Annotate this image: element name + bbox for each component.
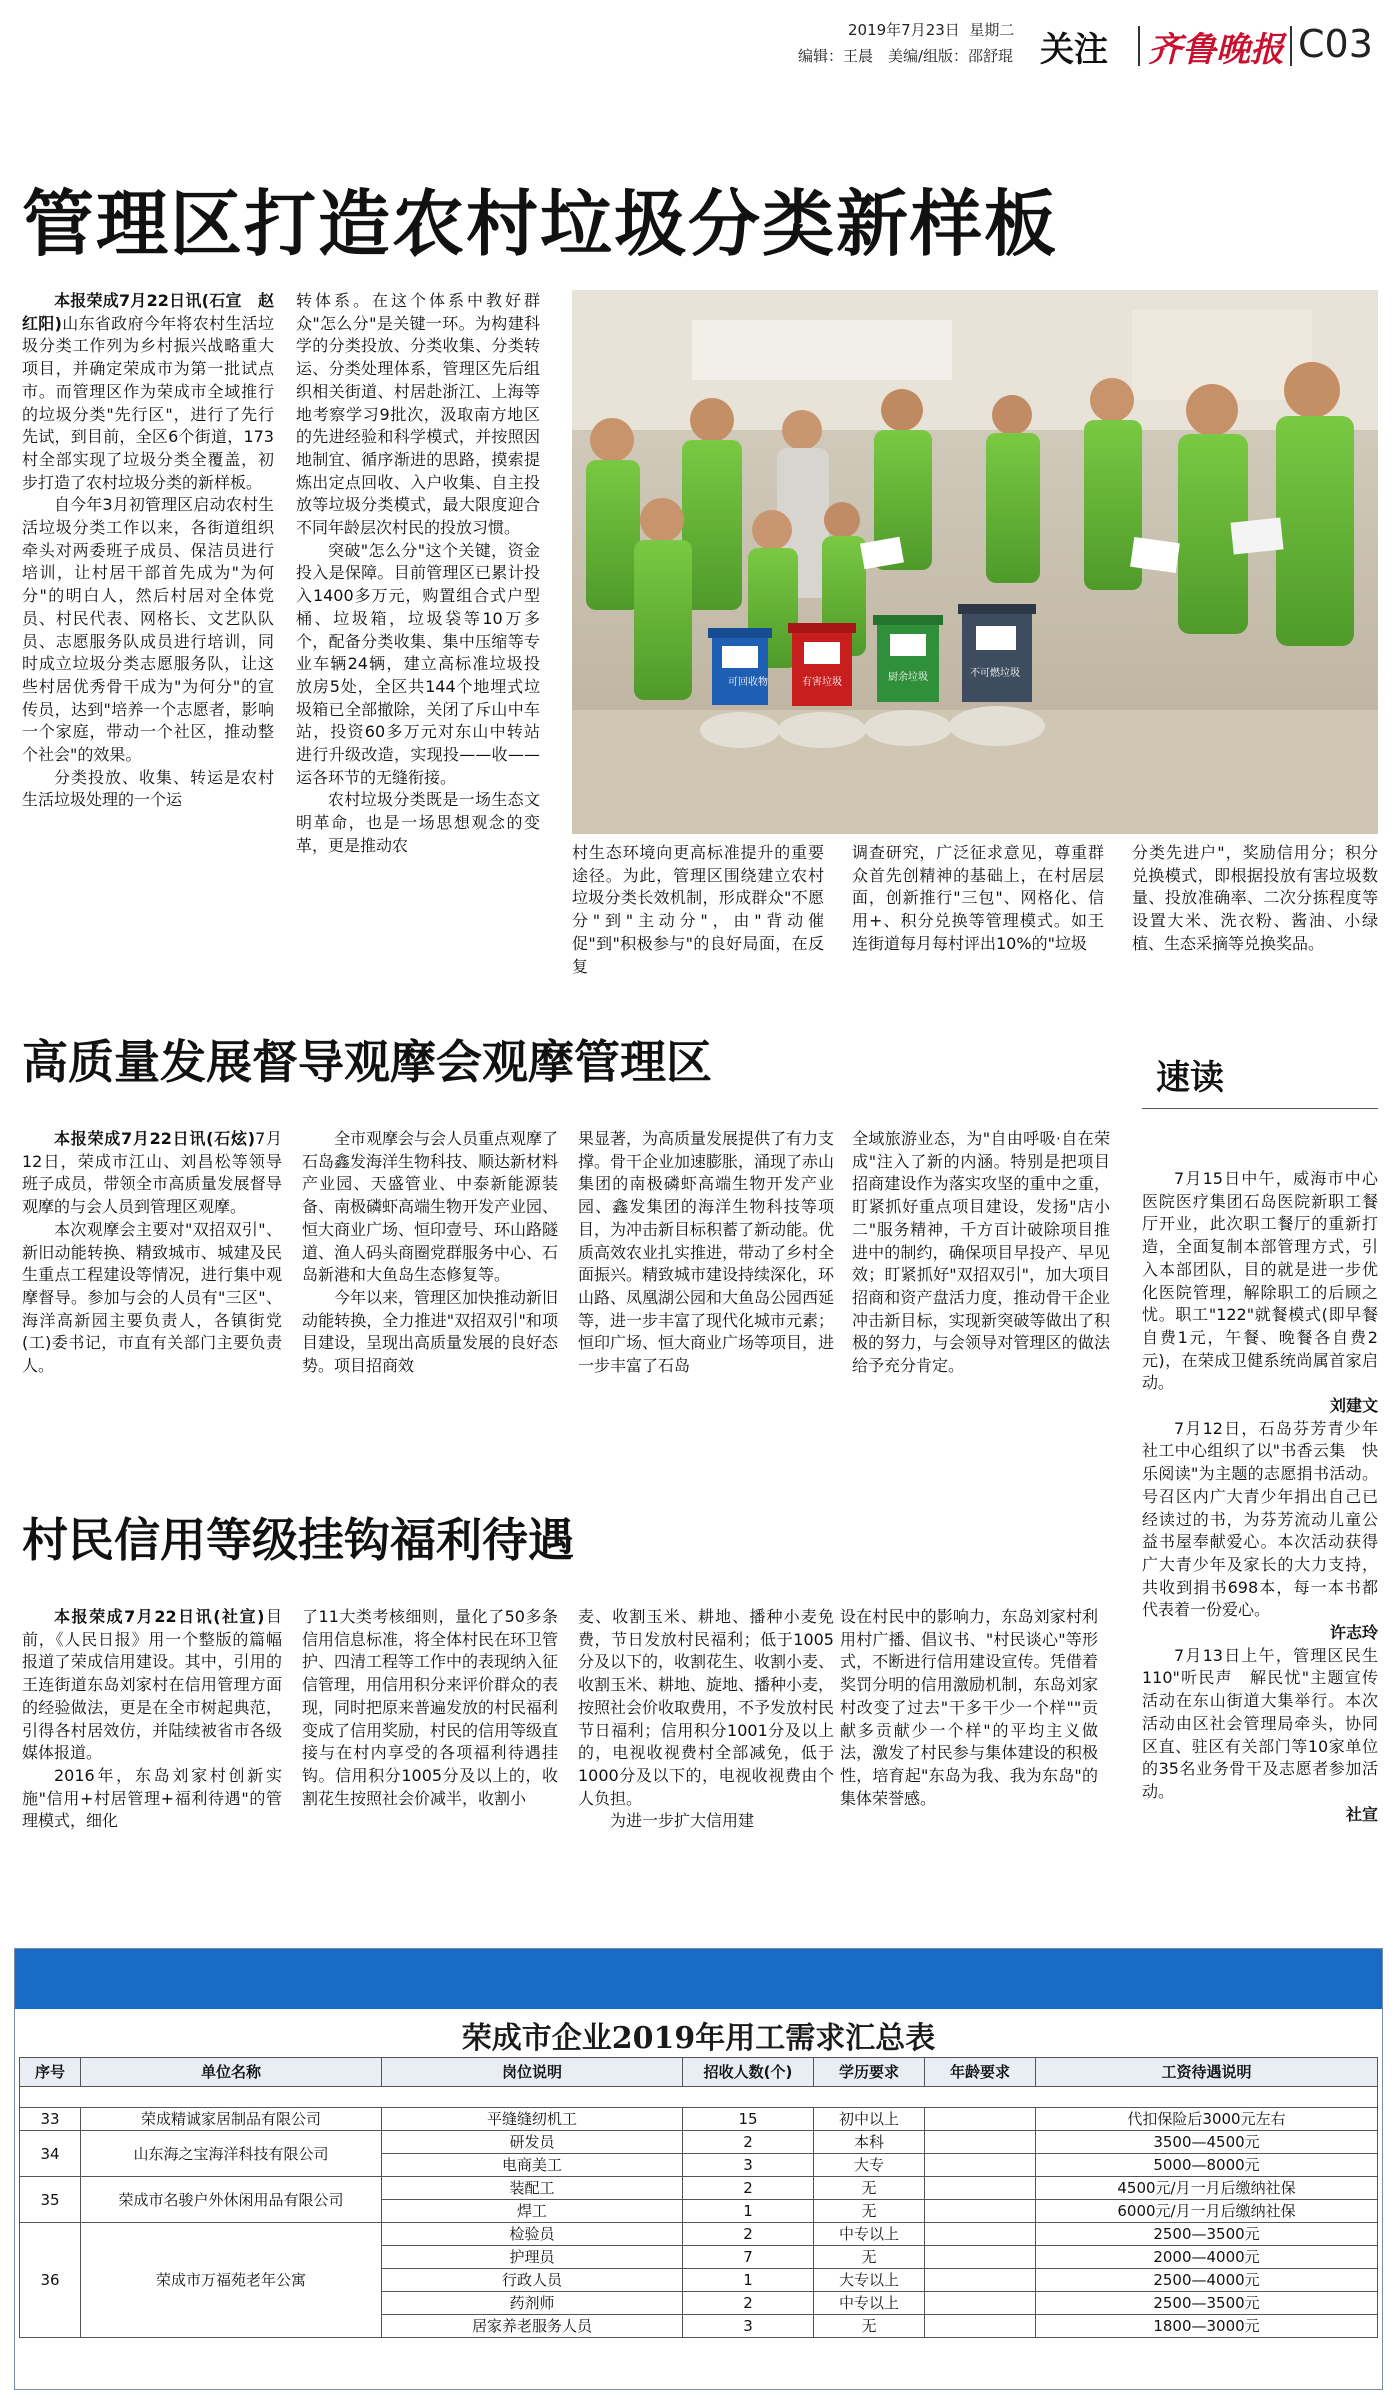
cell-pay: 1800—3000元 [1036, 2315, 1378, 2338]
cell-education: 无 [814, 2200, 925, 2223]
brief-author: 社宣 [1345, 1804, 1378, 1824]
article3-column-1: 本报荣成7月22日讯(社宣)目前，《人民日报》用一个整版的篇幅报道了荣成信用建设。其中，引用的王连街道东岛刘家村在信用管理方面的经验做法，更是在全市树起典范，引得各村居效仿，并陆续被省市各级媒体报道。 2016年，东岛刘家村创新实施"信用+村居管理+福利待遇"的管理模式，细化 [22, 1606, 282, 1931]
cell-count: 2 [683, 2223, 814, 2246]
article2-paragraph: 全市观摩会与会人员重点观摩了石岛鑫发海洋生物科技、顺达新材料产业园、天盛管业、中泰新能源装备、南极磷虾高端生物开发产业园、恒大商业广场、恒印壹号、环山路隧道、渔人码头商圈党群服务中心、石岛新港和大鱼岛生态修复等。 [302, 1129, 558, 1285]
briefs-divider [1142, 1108, 1378, 1109]
cell-age [925, 2200, 1036, 2223]
cell-count: 1 [683, 2269, 814, 2292]
brief-item: 7月15日中午，威海市中心医院医疗集团石岛医院新职工餐厅开业，此次职工餐厅的重新打造，全面复制本部管理方式，引入本部团队，目的就是进一步优化医院管理，解除职工的后顾之忧。职工"122"就餐模式(即早餐自费1元，午餐、晚餐各自费2元)，在荣成卫健系统尚属首家启动。 [1142, 1169, 1378, 1393]
article2-paragraph: 今年以来，管理区加快推动新旧动能转换，全力推进"双招双引"和项目建设，呈现出高质量发展的良好态势。项目招商效 [302, 1287, 558, 1376]
article1-photo [572, 290, 1378, 834]
col-header-age: 年龄要求 [925, 2058, 1036, 2087]
brief-author: 许志玲 [1329, 1623, 1378, 1643]
article1-paragraph: 突破"怎么分"这个关键，资金投入是保障。目前管理区已累计投入1400多万元，购置组合式户型桶、垃圾箱，垃圾袋等10万多个，配备分类收集、集中压缩等专业车辆24辆，建立高标准垃圾投放房5处，全区共144个地埋式垃圾箱已全部撤除，关闭了斥山中车站，投资60多万元对东山中转站进行升级改造，实现投——收——运各环节的无缝衔接。 [296, 540, 540, 787]
article3-paragraph: 为进一步扩大信用建 [610, 1811, 755, 1831]
article2-column-4 [852, 1128, 1110, 1473]
header-divider [1138, 26, 1140, 66]
editor-line: 编辑：王晨 美编/组版：邵舒琨 [798, 47, 1014, 65]
cell-pay: 4500元/月一月后缴纳社保 [1036, 2177, 1378, 2200]
article1-column-2 [296, 290, 540, 980]
cell-count: 1 [683, 2200, 814, 2223]
table-row [20, 2223, 1378, 2246]
cell-education: 无 [814, 2315, 925, 2338]
article1-column-5 [1132, 842, 1378, 982]
article1-paragraph: 分类先进户"，奖励信用分；积分兑换模式，即根据投放有害垃圾数量、投放准确率、二次分拣程度等设置大米、洗衣粉、酱油、小绿植、生态采摘等兑换奖品。 [1132, 843, 1378, 953]
cell-pay: 2500—3500元 [1036, 2223, 1378, 2246]
article1-dateline: 本报荣成7月22日讯(石宣 赵红阳) [22, 291, 274, 333]
cell-count: 3 [683, 2315, 814, 2338]
article3-paragraph: 设在村民中的影响力，东岛刘家村利用村广播、倡议书、"村民谈心"等形式，不断进行信用建设宣传。凭借着奖罚分明的信用激励机制，东岛刘家村改变了过去"干多干少一个样""贡献多贡献少一个样"的平均主义做法，激发了村民参与集体建设的积极性，培育起"东岛为我、我为东岛"的集体荣誉感。 [840, 1607, 1098, 1808]
col-header-count: 招收人数(个) [683, 2058, 814, 2087]
cell-age [925, 2269, 1036, 2292]
jobs-table-banner [15, 1949, 1382, 2009]
jobs-table [19, 2057, 1378, 2338]
article1-headline: 管理区打造农村垃圾分类新样板 [22, 182, 1059, 266]
weekday-text: 星期二 [969, 21, 1015, 39]
cell-education: 中专以上 [814, 2292, 925, 2315]
newspaper-logo: 齐鲁晚报 [1148, 30, 1284, 70]
cell-education: 无 [814, 2177, 925, 2200]
article2-column-3 [578, 1128, 834, 1473]
jobs-table-title: 荣成市企业2019年用工需求汇总表 [461, 2021, 936, 2056]
article3-paragraph: 2016年，东岛刘家村创新实施"信用+村居管理+福利待遇"的管理模式，细化 [22, 1765, 282, 1831]
cell-company: 荣成精诚家居制品有限公司 [81, 2108, 382, 2131]
cell-pay: 6000元/月一月后缴纳社保 [1036, 2200, 1378, 2223]
cell-education: 无 [814, 2246, 925, 2269]
bin-label-kitchen: 厨余垃圾 [888, 672, 928, 683]
header-divider [1290, 26, 1292, 66]
article3-paragraph: 了11大类考核细则，量化了50多条信用信息标准，将全体村民在环卫管护、四清工程等工作中的表现纳入征信管理，用信用积分来评价群众的表现，同时把原来普遍发放的村民福利变成了信用奖励，村民的信用等级直接与在村内享受的各项福利待遇挂钩。信用积分1005分及以上的，收割花生按照社会价减半，收割小 [302, 1607, 558, 1808]
brief-item: 7月13日上午，管理区民生110"听民声 解民忧"主题宣传活动在东山街道大集举行。本次活动由区社会管理局牵头，协同区直、驻区有关部门等10家单位的35名业务骨干及志愿者参加活动。 [1142, 1645, 1378, 1801]
cell-age [925, 2292, 1036, 2315]
article2-headline: 高质量发展督导观摩会观摩管理区 [22, 1035, 712, 1089]
cell-post: 护理员 [382, 2246, 683, 2269]
article1-paragraph: 调查研究，广泛征求意见，尊重群众首先创精神的基础上，在村居层面，创新推行"三包"、网格化、信用+、积分兑换等管理模式。如王连街道每月每村评出10%的"垃圾 [852, 843, 1104, 953]
article1-column-4 [852, 842, 1104, 982]
cell-post: 电商美工 [382, 2154, 683, 2177]
article1-paragraph: 村生态环境向更高标准提升的重要途径。为此，管理区围绕建立农村垃圾分类长效机制，形成群众"不愿分"到"主动分"，由"背动催促"到"积极参与"的良好局面，在反复 [572, 843, 824, 976]
table-row [20, 2177, 1378, 2200]
cell-post: 居家养老服务人员 [382, 2315, 683, 2338]
cell-pay: 2000—4000元 [1036, 2246, 1378, 2269]
jobs-table-header-row [20, 2058, 1378, 2087]
briefs-title: 速读 [1156, 1058, 1224, 1098]
cell-age [925, 2108, 1036, 2131]
bin-label-other: 不可燃垃圾 [970, 668, 1020, 679]
cell-no: 36 [20, 2223, 81, 2338]
cell-age [925, 2154, 1036, 2177]
article3-column-2 [302, 1606, 558, 1931]
article1-column-1: 本报荣成7月22日讯(石宣 赵红阳)山东省政府今年将农村生活垃圾分类工作列为乡村振兴战略重大项目，并确定荣成市为第一批试点市。而管理区作为荣成市全域推行的垃圾分类"先行区"，进行了先行先试，到目前，全区6个街道，173村全部实现了垃圾分类全覆盖，初步打造了农村垃圾分类的新样板。 自今年3月初管理区启动农村生活垃圾分类工作以来，各街道组织牵头对两委班子成员、保洁员进行培训，让村居干部首先成为"为何分"的明白人，然后村居对全体党员、村民代表、网格长、文艺队队员、志愿服务队成员进行培训，同时成立垃圾分类志愿服务队，让这些村居优秀骨干成为"为何分"的宣传员，达到"培养一个志愿者，影响一个家庭，带动一个社区，推动整个社会"的效果。 分类投放、收集、转运是农村生活垃圾处理的一个运 [22, 290, 274, 980]
table-row [20, 2108, 1378, 2131]
article3-dateline: 本报荣成7月22日讯(社宣) [54, 1607, 265, 1626]
cell-post: 行政人员 [382, 2269, 683, 2292]
photo-illustration [572, 290, 1378, 834]
cell-education: 本科 [814, 2131, 925, 2154]
cell-post: 药剂师 [382, 2292, 683, 2315]
cell-post: 检验员 [382, 2223, 683, 2246]
article1-paragraph: 自今年3月初管理区启动农村生活垃圾分类工作以来，各街道组织牵头对两委班子成员、保洁员进行培训，让村居干部首先成为"为何分"的明白人，然后村居对全体党员、村民代表、网格长、文艺队队员、志愿服务队成员进行培训，同时成立垃圾分类志愿服务队，让这些村居优秀骨干成为"为何分"的宣传员，达到"培养一个志愿者，影响一个家庭，带动一个社区，推动整个社会"的效果。 [22, 495, 274, 765]
col-header-company: 单位名称 [81, 2058, 382, 2087]
section-title: 关注 [1040, 30, 1108, 70]
cell-education: 大专 [814, 2154, 925, 2177]
article3-paragraph: 麦、收割玉米、耕地、播种小麦免费，节日发放村民福利；低于1005分及以下的，收割花生、收割小麦、收割玉米、耕地、旋地、播种小麦，按照社会价收取费用，不予发放村民节日福利；信用积分1001分及以上的，电视收视费村全部减免，低于1000分及以下的，电视收视费由个人负担。 [578, 1607, 834, 1808]
cell-count: 3 [683, 2154, 814, 2177]
cell-pay: 3500—4500元 [1036, 2131, 1378, 2154]
cell-no: 35 [20, 2177, 81, 2223]
cell-post: 焊工 [382, 2200, 683, 2223]
col-header-no: 序号 [20, 2058, 81, 2087]
cell-count: 2 [683, 2131, 814, 2154]
cell-count: 7 [683, 2246, 814, 2269]
cell-age [925, 2131, 1036, 2154]
date-text: 2019年7月23日 [848, 21, 960, 39]
cell-age [925, 2223, 1036, 2246]
cell-company: 山东海之宝海洋科技有限公司 [81, 2131, 382, 2177]
table-row [20, 2131, 1378, 2154]
cell-company: 荣成市万福苑老年公寓 [81, 2223, 382, 2338]
article2-dateline: 本报荣成7月22日讯(石炫) [54, 1129, 256, 1148]
col-header-pay: 工资待遇说明 [1036, 2058, 1378, 2087]
cell-age [925, 2315, 1036, 2338]
cell-age [925, 2177, 1036, 2200]
table-spacer-cell [20, 2087, 1378, 2108]
article2-column-2 [302, 1128, 558, 1473]
briefs-column [1142, 1168, 1378, 1826]
brief-author: 刘建文 [1329, 1396, 1378, 1416]
article2-paragraph: 全域旅游业态，为"自由呼吸·自在荣成"注入了新的内涵。特别是把项目招商建设作为落实攻坚的重中之重，盯紧抓好重点项目建设，发扬"店小二"服务精神，千方百计破除项目推进中的制约，确保项目早投产、早见效；盯紧抓好"双招双引"，加大项目招商和资产盘活力度，推动骨干企业冲击新目标，实现新突破等做出了积极的努力，与会领导对管理区的做法给予充分肯定。 [852, 1129, 1110, 1376]
cell-pay: 5000—8000元 [1036, 2154, 1378, 2177]
cell-education: 初中以上 [814, 2108, 925, 2131]
cell-pay: 2500—3500元 [1036, 2292, 1378, 2315]
article1-paragraph: 农村垃圾分类既是一场生态文明革命，也是一场思想观念的变革，更是推动农 [296, 790, 540, 855]
issue-date [848, 20, 1014, 40]
col-header-education: 学历要求 [814, 2058, 925, 2087]
cell-education: 大专以上 [814, 2269, 925, 2292]
cell-post: 平缝缝纫机工 [382, 2108, 683, 2131]
cell-age [925, 2246, 1036, 2269]
article1-paragraph: 转体系。在这个体系中教好群众"怎么分"是关键一环。为构建科学的分类投放、分类收集、分类转运、分类处理体系，管理区先后组织相关街道、村居赴浙江、上海等地考察学习9批次，汲取南方地区的先进经验和科学模式，并按照因地制宜、循序渐进的思路，摸索提炼出定点回收、入户收集、自主投放等垃圾分类模式，最大限度迎合不同年龄层次村民的投放习惯。 [296, 291, 540, 538]
bin-label-recyclable: 可回收物 [728, 677, 768, 688]
cell-count: 2 [683, 2177, 814, 2200]
article1-column-3 [572, 842, 824, 982]
cell-post: 研发员 [382, 2131, 683, 2154]
cell-count: 2 [683, 2292, 814, 2315]
article3-column-3 [578, 1606, 834, 1931]
article3-column-4 [840, 1606, 1098, 1931]
col-header-post: 岗位说明 [382, 2058, 683, 2087]
brief-item: 7月12日，石岛芬芳青少年社工中心组织了以"书香云集 快乐阅读"为主题的志愿捐书活动。号召区内广大青少年捐出自己已经读过的书，为芬芳流动儿童公益书屋奉献爱心。本次活动获得广大青少年及家长的大力支持，共收到捐书698本，每一本书都代表着一份爱心。 [1142, 1418, 1378, 1620]
cell-no: 34 [20, 2131, 81, 2177]
table-spacer-row [20, 2087, 1378, 2108]
jobs-table-panel [14, 1948, 1383, 2390]
cell-education: 中专以上 [814, 2223, 925, 2246]
article2-column-1: 本报荣成7月22日讯(石炫)7月12日，荣成市江山、刘昌松等领导班子成员，带领全市高质量发展督导观摩的与会人员到管理区观摩。 本次观摩会主要对"双招双引"、新旧动能转换、精致城市、城建及民生重点工程建设等情况，进行集中观摩督导。参加与会的人员有"三区"、海洋高新园主要负责人，各镇街党(工)委书记，市直有关部门主要负责人。 [22, 1128, 282, 1473]
cell-count: 15 [683, 2108, 814, 2131]
article2-paragraph: 本次观摩会主要对"双招双引"、新旧动能转换、精致城市、城建及民生重点工程建设等情况，进行集中观摩督导。参加与会的人员有"三区"、海洋高新园主要负责人，各镇街党(工)委书记，市直有关部门主要负责人。 [22, 1219, 282, 1376]
cell-pay: 2500—4000元 [1036, 2269, 1378, 2292]
cell-pay: 代扣保险后3000元左右 [1036, 2108, 1378, 2131]
cell-no: 33 [20, 2108, 81, 2131]
jobs-table-body [20, 2087, 1378, 2338]
bin-label-hazardous: 有害垃圾 [802, 677, 842, 688]
article1-paragraph: 分类投放、收集、转运是农村生活垃圾处理的一个运 [22, 767, 274, 810]
cell-post: 装配工 [382, 2177, 683, 2200]
cell-company: 荣成市名骏户外休闲用品有限公司 [81, 2177, 382, 2223]
page-number: C03 [1298, 22, 1373, 66]
article2-paragraph: 果显著，为高质量发展提供了有力支撑。骨干企业加速膨胀，涌现了赤山集团的南极磷虾高端生物开发产业园、鑫发集团的海洋生物科技等项目，为冲击新目标积蓄了新动能。优质高效农业扎实推进，带动了乡村全面振兴。精致城市建设持续深化，环山路、凤凰湖公园和大鱼岛公园西延等，进一步丰富了现代化城市元素；恒印广场、恒大商业广场等项目，进一步丰富了石岛 [578, 1129, 834, 1376]
article3-headline: 村民信用等级挂钩福利待遇 [22, 1513, 574, 1567]
